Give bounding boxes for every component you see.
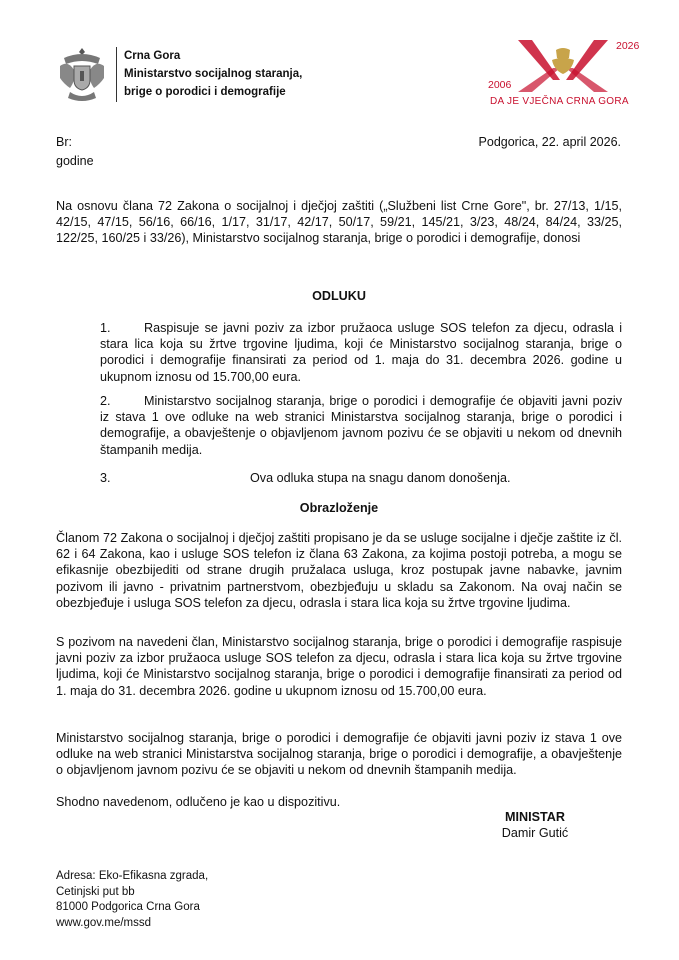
decision-title: ODLUKU (312, 289, 366, 303)
signature-block (480, 809, 590, 841)
jubilee-slogan: DA JE VJEČNA CRNA GORA (490, 96, 629, 107)
reference-year-label: godine (56, 154, 94, 168)
place-date: Podgorica, 22. april 2026. (478, 135, 621, 149)
decision-item-3 (100, 470, 622, 486)
address-line-2: Cetinjski put bb (56, 885, 135, 898)
header-organization (124, 47, 302, 101)
item-number: 3. (100, 471, 111, 485)
intro-paragraph: Na osnovu člana 72 Zakona o socijalnoj i dječjoj zaštiti („Službeni list Crne Gore", br. 27/13, 1/15, 42/15, 47/15, 56/16, 66/16, 1/17, 31/17, 42/17, 50/17, 59/21, 145/21, 3/23, 48/24, 84/24, 33/25, 122/25, 160/25 i 33/26), Ministarstvo socijalnog staranja, brige o porodici i demografije, donosi (56, 199, 622, 246)
reasoning-paragraph-2: S pozivom na navedeni član, Ministarstvo socijalnog staranja, brige o porodici i demografije raspisuje javni poziv za izbor pružaoca usluge SOS telefon za djecu, odrasla i stara lica koja su žrtve trgovine ljudima, koji će Ministarstvo socijalnog staranja, brige o porodici i demografije finansirati za period od 1. maja do 31. decembra 2026. godine u ukupnom iznosu od 15.700,00 eura. (56, 635, 622, 698)
address-line-3: 81000 Podgorica Crna Gora (56, 901, 200, 913)
item-text: Ministarstvo socijalnog staranja, brige o porodici i demografije će objaviti javni poziv iz stava 1 ove odluke na web stranici Ministarstva socijalnog staranja, brige o porodici i demografije, a obavještenje o objavljenom javnom pozivu će se objaviti u nekom od dnevnih štampanih medija. (100, 394, 622, 457)
signature-name: Damir Gutić (501, 826, 569, 841)
reasoning-title: Obrazloženje (299, 501, 379, 515)
decision-item-1 (100, 320, 622, 385)
reasoning-paragraph-1: Članom 72 Zakona o socijalnoj i dječjoj zaštiti propisano je da se usluge socijalne i dječje zaštite iz čl. 62 i 64 Zakona, kao i usluge SOS telefon iz člana 63 Zakona, za kojima postoji potreba, a mogu se efikasnije obezbijediti od strane drugih pružalaca usluga, kroz postupak javne nabavke, javnim pozivom ili javno - privatnim partnerstvom, obezbjeđuju u skladu sa Zakonom. Na ovaj način se obezbjeđuje i usluga SOS telefon za djecu, odrasla i stara lica koja su žrtve trgovine ljudima. (56, 531, 622, 610)
org-ministry-line1: Ministarstvo socijalnog staranja, (124, 68, 303, 80)
org-ministry-line2: brige o porodici i demografije (124, 86, 286, 98)
org-country: Crna Gora (124, 50, 181, 62)
address-block (56, 869, 208, 931)
item-number: 2. (100, 394, 111, 408)
reference-number-label: Br: (56, 135, 72, 149)
jubilee-year-start: 2006 (488, 79, 512, 91)
header-divider (116, 47, 117, 102)
item-text: Raspisuje se javni poziv za izbor pružaoca usluge SOS telefon za djecu, odrasla i stara lica koja su žrtve trgovine ljudima, koji će Ministarstvo socijalnog staranja, brige o porodici i demografije finansirati za period od 1. maja do 31. decembra 2026. godine u ukupnom iznosu od 15.700,00 eura. (100, 321, 622, 384)
reasoning-paragraph-4: Shodno navedenom, odlučeno je kao u dispozitivu. (56, 795, 341, 809)
signature-title: MINISTAR (505, 810, 565, 824)
jubilee-year-end: 2026 (616, 40, 640, 52)
jubilee-logo (480, 36, 646, 111)
reference-block (56, 133, 94, 171)
address-line-1: Adresa: Eko-Efikasna zgrada, (56, 870, 209, 882)
item-text: Ova odluka stupa na snagu danom donošenja. (250, 471, 511, 485)
reasoning-paragraph-3: Ministarstvo socijalnog staranja, brige o porodici i demografije će objaviti javni poziv iz stava 1 ove odluke na web stranici Ministarstva socijalnog staranja, brige o porodici i demografije, a obavještenje o objavljenom javnom pozivu će se objaviti u nekom od dnevnih štampanih medija. (56, 731, 622, 778)
address-website-link[interactable]: www.gov.me/mssd (56, 916, 152, 929)
item-number: 1. (100, 321, 111, 335)
decision-item-2 (100, 393, 622, 458)
coat-of-arms-icon (56, 44, 108, 104)
